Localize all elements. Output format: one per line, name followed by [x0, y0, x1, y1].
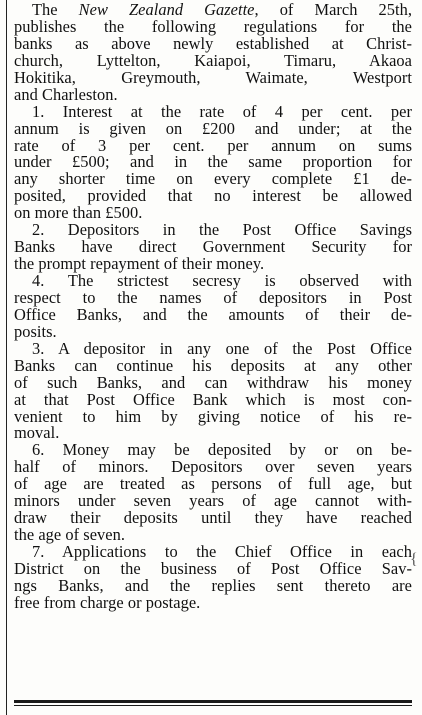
- adjacent-column-fragment: {: [410, 551, 418, 568]
- end-rule-thin: [14, 705, 412, 706]
- text-line: draw their deposits until they have reached: [14, 508, 412, 528]
- text-line: the age of seven.: [14, 525, 125, 545]
- text-line: moval.: [14, 423, 60, 443]
- text-line: and Charleston.: [14, 84, 118, 104]
- text-line: Banks have direct Government Security for: [14, 237, 412, 257]
- regulation-paragraph: [14, 273, 412, 341]
- end-rule-thick: [14, 700, 412, 703]
- text-line: venient to him by giving notice of his re-: [14, 406, 412, 426]
- text-line: half of minors. Depositors over seven years: [14, 457, 412, 477]
- text-line: of such Banks, and can withdraw his money: [14, 372, 412, 392]
- text-line: 7. Applications to the Chief Office in each: [32, 542, 412, 561]
- text-line: 1. Interest at the rate of 4 per cent. per: [32, 101, 412, 121]
- text-line: Banks can continue his deposits at any other: [14, 355, 412, 375]
- text-line: at that Post Office Bank which is most con-: [14, 389, 412, 409]
- text-line: on more than £500.: [14, 203, 143, 223]
- regulation-paragraph: [14, 442, 412, 544]
- text-line: minors under seven years of age cannot with-: [14, 491, 412, 511]
- text-line: 2. Depositors in the Post Office Savings: [32, 220, 412, 240]
- column-rule: [6, 0, 7, 715]
- text-line: posited, provided that no interest be allowed: [14, 186, 412, 206]
- text-line: Hokitika, Greymouth, Waimate, Westport: [14, 67, 412, 87]
- text-line: under £500; and in the same proportion for: [14, 152, 412, 172]
- text-line: respect to the names of depositors in Post: [14, 287, 412, 307]
- text-segment: , of March 25th,: [254, 0, 413, 19]
- text-line: posits.: [14, 321, 57, 341]
- regulations-list: [14, 101, 412, 612]
- text-line: of age are treated as persons of full age, but: [14, 474, 412, 494]
- text-line: 4. The strictest secresy is observed with: [32, 271, 412, 290]
- newspaper-title: New Zealand Gazette: [78, 0, 255, 19]
- text-line: 3. A depositor in any one of the Post Office: [32, 338, 412, 358]
- regulation-paragraph: [14, 101, 412, 223]
- article-column: [14, 2, 412, 612]
- intro-paragraph: [14, 2, 412, 104]
- text-line: banks as above newly established at Christ-: [14, 33, 412, 53]
- text-line: publishes the following regulations for the: [14, 16, 412, 36]
- regulation-paragraph: [14, 338, 412, 443]
- text-line: District on the business of Post Office Sav-: [14, 558, 412, 578]
- text-segment: The: [32, 0, 79, 19]
- text-line: 6. Money may be deposited by or on be-: [32, 440, 412, 460]
- regulation-paragraph: [14, 544, 412, 612]
- text-line: church, Lyttelton, Kaiapoi, Timaru, Akaoa: [14, 50, 412, 70]
- text-line: the prompt repayment of their money.: [14, 254, 265, 274]
- text-line: any shorter time on every complete £1 de-: [14, 169, 412, 189]
- text-line: free from charge or postage.: [14, 592, 201, 612]
- text-line: rate of 3 per cent. per annum on sums: [14, 135, 412, 155]
- text-line: Office Banks, and the amounts of their de-: [14, 304, 412, 324]
- regulation-paragraph: [14, 222, 412, 273]
- text-line: ngs Banks, and the replies sent thereto are: [14, 575, 412, 595]
- text-line: annum is given on £200 and under; at the: [14, 118, 412, 138]
